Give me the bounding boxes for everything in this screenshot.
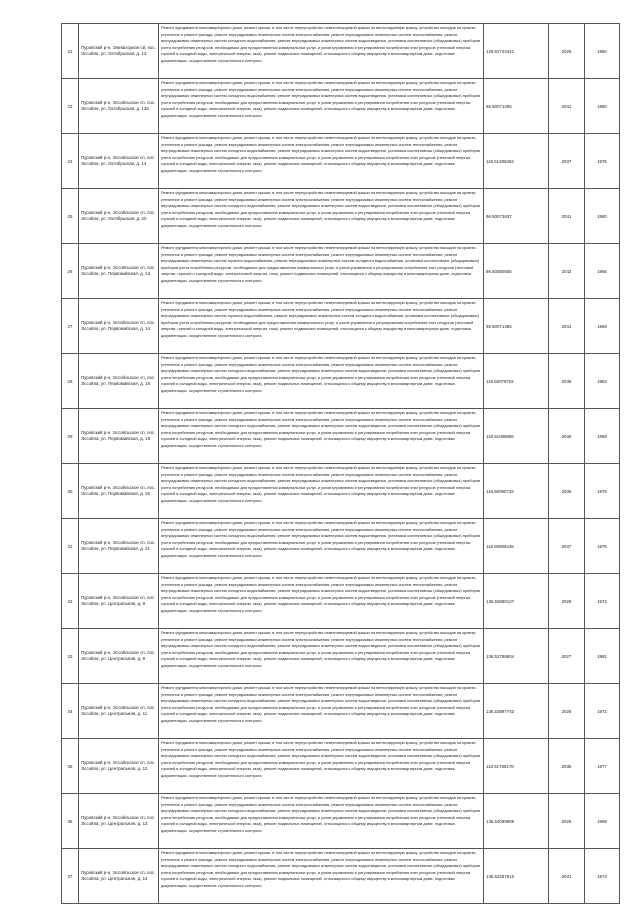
planned-year-cell: 2036: [549, 464, 585, 519]
row-number: 29: [62, 409, 79, 464]
area-cell: 118.50896445: [484, 519, 549, 574]
address-cell: Пуровский р-н, Элеваторная сй, пос. Эссойла, ул. Октябрьская, д. 13: [79, 24, 159, 79]
address-cell: Пуровский р-н, Эссойльское сп, пос. Эссойла, ул. Октябрьская, д. 13а: [79, 79, 159, 134]
capital-repair-table: [61, 23, 620, 904]
address-cell: Пуровский р-н, Эссойльское сп, пос. Эссойла, ул. Первомайская, д. 14: [79, 299, 159, 354]
works-cell: Ремонт фундамента многоквартирного дома, ремонт крыши, в том числе переустройство невентилируемой крыши на вентилируемую крышу, устройство выходов на кровлю, утепление и ремонт фасада, ремонт внутридомовых инженерных систем электроснабжения, ремонт внутридомовых инженерных систем теплоснабжения, ремонт внутридомовых инженерных систем холодного водоснабжения, ремонт внутридомовых инженерных систем водоотведения, установка коллективных (общедомовых) приборов учета потребления ресурсов, необходимых для предоставления коммунальных услуг, и узлов управления и регулирования потребления этих ресурсов (тепловой энергии, горячей и холодной воды, электрической энергии, газа), ремонт подвальных помещений, относящихся к общему имуществу в многоквартирном доме, подготовка документации, осуществление строительного контроля: [159, 134, 484, 189]
table-row: [62, 134, 620, 189]
planned-year-cell: 2031: [549, 849, 585, 904]
area-cell: 96.50073637: [484, 189, 549, 244]
built-year-cell: 1969: [585, 409, 620, 464]
row-number: 32: [62, 574, 79, 629]
row-number: 31: [62, 519, 79, 574]
planned-year-cell: 2042: [549, 244, 585, 299]
table-row: [62, 849, 620, 904]
address-cell: Пуровский р-н, Эссойльское сп, пос. Эссойла, ул. Центральная, д. 8: [79, 574, 159, 629]
built-year-cell: 1975: [585, 519, 620, 574]
works-cell: Ремонт фундамента многоквартирного дома, ремонт крыши, в том числе переустройство невентилируемой крыши на вентилируемую крышу, устройство выходов на кровлю, утепление и ремонт фасада, ремонт внутридомовых инженерных систем электроснабжения, ремонт внутридомовых инженерных систем теплоснабжения, ремонт внутридомовых инженерных систем горячего водоснабжения, ремонт внутридомовых инженерных систем холодного водоснабжения, установка коллективных (общедомовых) приборов учета потребления ресурсов, необходимых для предоставления коммунальных услуг, и узлов управления и регулирования потребления этих ресурсов (тепловой энергии, горячей и холодной воды, электрической энергии, газа), ремонт подвальных помещений, относящихся к общему имуществу в многоквартирном доме, подготовка документации, осуществление строительного контроля: [159, 299, 484, 354]
planned-year-cell: 2036: [549, 409, 585, 464]
built-year-cell: 1960: [585, 24, 620, 79]
row-number: 34: [62, 684, 79, 739]
table-body: [62, 24, 620, 904]
planned-year-cell: 2037: [549, 519, 585, 574]
row-number: 27: [62, 299, 79, 354]
row-number: 37: [62, 849, 79, 904]
address-cell: Пуровский р-н, Эссойльское сп, пос. Эссойла, ул. Центральная, д. 12: [79, 739, 159, 794]
address-cell: Пуровский р-н, Эссойльское сп, пос. Эссойла, ул. Первомайская, д. 16: [79, 354, 159, 409]
works-cell: Ремонт фундамента многоквартирного дома, ремонт крыши, в том числе переустройство невентилируемой крыши на вентилируемую крышу, устройство выходов на кровлю, утепление и ремонт фасада, ремонт внутридомовых инженерных систем электроснабжения, ремонт внутридомовых инженерных систем теплоснабжения, ремонт внутридомовых инженерных систем холодного водоснабжения, ремонт внутридомовых инженерных систем водоотведения, установка коллективных (общедомовых) приборов учета потребления ресурсов, необходимых для предоставления коммунальных услуг, и узлов управления и регулирования потребления этих ресурсов (тепловой энергии, горячей и холодной воды, электрической энергии, газа), ремонт подвальных помещений, относящихся к общему имуществу в многоквартирном доме, подготовка документации, осуществление строительного контроля: [159, 409, 484, 464]
row-number: 25: [62, 189, 79, 244]
row-number: 22: [62, 24, 79, 79]
planned-year-cell: 2026: [549, 24, 585, 79]
area-cell: 96.50071456: [484, 299, 549, 354]
built-year-cell: 1969: [585, 794, 620, 849]
works-cell: Ремонт фундамента многоквартирного дома, ремонт крыши, в том числе переустройство невентилируемой крыши на вентилируемую крышу, устройство выходов на кровлю, утепление и ремонт фасада, ремонт внутридомовых инженерных систем электроснабжения, ремонт внутридомовых инженерных систем теплоснабжения, ремонт внутридомовых инженерных систем холодного водоснабжения, ремонт внутридомовых инженерных систем водоотведения, установка коллективных (общедомовых) приборов учета потребления ресурсов, необходимых для предоставления коммунальных услуг, и узлов управления и регулирования потребления этих ресурсов (тепловой энергии, горячей и холодной воды, электрической энергии, газа), ремонт подвальных помещений, относящихся к общему имуществу в многоквартирном доме, подготовка документации, осуществление строительного контроля: [159, 849, 484, 904]
built-year-cell: 1972: [585, 684, 620, 739]
planned-year-cell: 2041: [549, 299, 585, 354]
works-cell: Ремонт фундамента многоквартирного дома, ремонт крыши, в том числе переустройство невентилируемой крыши на вентилируемую крышу, устройство выходов на кровлю, утепление и ремонт фасада, ремонт внутридомовых инженерных систем электроснабжения, ремонт внутридомовых инженерных систем теплоснабжения, ремонт внутридомовых инженерных систем холодного водоснабжения, ремонт внутридомовых инженерных систем водоотведения, установка коллективных (общедомовых) приборов учета потребления ресурсов, необходимых для предоставления коммунальных услуг, и узлов управления и регулирования потребления этих ресурсов (тепловой энергии, горячей и холодной воды, электрической энергии, газа), ремонт подвальных помещений, относящихся к общему имуществу в многоквартирном доме, подготовка документации, осуществление строительного контроля: [159, 354, 484, 409]
area-cell: 136.52287616: [484, 849, 549, 904]
planned-year-cell: 2038: [549, 354, 585, 409]
address-cell: Пуровский р-н, Эссойльское сп, пос. Эссойла, ул. Октябрьская, д. 20: [79, 189, 159, 244]
address-cell: Пуровский р-н, Эссойльское сп, пос. Эссойла, ул. Центральная, д. 13: [79, 794, 159, 849]
works-cell: Ремонт фундамента многоквартирного дома, ремонт крыши, в том числе переустройство невентилируемой крыши на вентилируемую крышу, устройство выходов на кровлю, утепление и ремонт фасада, ремонт внутридомовых инженерных систем электроснабжения, ремонт внутридомовых инженерных систем теплоснабжения, ремонт внутридомовых инженерных систем холодного водоснабжения, ремонт внутридомовых инженерных систем водоотведения, установка коллективных (общедомовых) приборов учета потребления ресурсов, необходимых для предоставления коммунальных услуг, и узлов управления и регулирования потребления этих ресурсов (тепловой энергии, горячей и холодной воды, электрической энергии, газа), ремонт подвальных помещений, относящихся к общему имуществу в многоквартирном доме, подготовка документации, осуществление строительного контроля: [159, 464, 484, 519]
built-year-cell: 1980: [585, 189, 620, 244]
built-year-cell: 1972: [585, 574, 620, 629]
area-cell: 136.54089909: [484, 794, 549, 849]
works-cell: Ремонт фундамента многоквартирного дома, ремонт крыши, в том числе переустройство невентилируемой крыши на вентилируемую крышу, устройство выходов на кровлю, утепление и ремонт фасада, ремонт внутридомовых инженерных систем электроснабжения, ремонт внутридомовых инженерных систем теплоснабжения, ремонт внутридомовых инженерных систем холодного водоснабжения, ремонт внутридомовых инженерных систем водоотведения, установка коллективных (общедомовых) приборов учета потребления ресурсов, необходимых для предоставления коммунальных услуг, и узлов управления и регулирования потребления этих ресурсов (тепловой энергии, горячей и холодной воды, электрической энергии, газа), ремонт подвальных помещений, относящихся к общему имуществу в многоквартирном доме, подготовка документации, осуществление строительного контроля: [159, 519, 484, 574]
address-cell: Пуровский р-н, Эссойльское сп, пос. Эссойла, ул. Первомайская, д. 13: [79, 244, 159, 299]
address-cell: Пуровский р-н, Эссойльское сп, пос. Эссойла, ул. Центральная, д. 11: [79, 684, 159, 739]
built-year-cell: 1969: [585, 299, 620, 354]
built-year-cell: 1973: [585, 849, 620, 904]
row-number: 26: [62, 244, 79, 299]
works-cell: Ремонт фундамента многоквартирного дома, ремонт крыши, в том числе переустройство невентилируемой крыши на вентилируемую крышу, устройство выходов на кровлю, утепление и ремонт фасада, ремонт внутридомовых инженерных систем электроснабжения, ремонт внутридомовых инженерных систем теплоснабжения, ремонт внутридомовых инженерных систем холодного водоснабжения, ремонт внутридомовых инженерных систем водоотведения, установка коллективных (общедомовых) приборов учета потребления ресурсов, необходимых для предоставления коммунальных услуг, и узлов управления и регулирования потребления этих ресурсов (тепловой энергии, горячей и холодной воды, электрической энергии, газа), ремонт подвальных помещений, относящихся к общему имуществу в многоквартирном доме, подготовка документации, осуществление строительного контроля: [159, 24, 484, 79]
address-cell: Пуровский р-н, Эссойльское сп, пос. Эссойла, ул. Первомайская, д. 21: [79, 519, 159, 574]
table-row: [62, 354, 620, 409]
row-number: 28: [62, 354, 79, 409]
address-cell: Пуровский р-н, Эссойльское сп, пос. Эссойла, ул. Первомайская, д. 19: [79, 409, 159, 464]
row-number: 23: [62, 79, 79, 134]
built-year-cell: 1977: [585, 739, 620, 794]
table-row: [62, 684, 620, 739]
planned-year-cell: 2026: [549, 574, 585, 629]
built-year-cell: 1966: [585, 244, 620, 299]
planned-year-cell: 2026: [549, 794, 585, 849]
area-cell: 136.52788604: [484, 629, 549, 684]
area-cell: 118.51789178: [484, 739, 549, 794]
area-cell: 136.50890127: [484, 574, 549, 629]
planned-year-cell: 2026: [549, 684, 585, 739]
works-cell: Ремонт фундамента многоквартирного дома, ремонт крыши, в том числе переустройство невентилируемой крыши на вентилируемую крышу, устройство выходов на кровлю, утепление и ремонт фасада, ремонт внутридомовых инженерных систем электроснабжения, ремонт внутридомовых инженерных систем теплоснабжения, ремонт внутридомовых инженерных систем холодного водоснабжения, ремонт внутридомовых инженерных систем водоотведения, установка коллективных (общедомовых) приборов учета потребления ресурсов, необходимых для предоставления коммунальных услуг, и узлов управления и регулирования потребления этих ресурсов (тепловой энергии, горячей и холодной воды, электрической энергии, газа), ремонт подвальных помещений, относящихся к общему имуществу в многоквартирном доме, подготовка документации, осуществление строительного контроля: [159, 684, 484, 739]
built-year-cell: 1980: [585, 79, 620, 134]
table-row: [62, 629, 620, 684]
works-cell: Ремонт фундамента многоквартирного дома, ремонт крыши, в том числе переустройство невентилируемой крыши на вентилируемую крышу, устройство выходов на кровлю, утепление и ремонт фасада, ремонт внутридомовых инженерных систем электроснабжения, ремонт внутридомовых инженерных систем теплоснабжения, ремонт внутридомовых инженерных систем холодного водоснабжения, ремонт внутридомовых инженерных систем водоотведения, установка коллективных (общедомовых) приборов учета потребления ресурсов, необходимых для предоставления коммунальных услуг, и узлов управления и регулирования потребления этих ресурсов (тепловой энергии, горячей и холодной воды, электрической энергии, газа), ремонт подвальных помещений, относящихся к общему имуществу в многоквартирном доме, подготовка документации, осуществление строительного контроля: [159, 629, 484, 684]
address-cell: Пуровский р-н, Эссойльское сп, пос. Эссойла, ул. Первомайская, д. 20: [79, 464, 159, 519]
planned-year-cell: 2035: [549, 739, 585, 794]
area-cell: 118.51286463: [484, 134, 549, 189]
row-number: 35: [62, 739, 79, 794]
table-row: [62, 24, 620, 79]
works-cell: Ремонт фундамента многоквартирного дома, ремонт крыши, в том числе переустройство невентилируемой крыши на вентилируемую крышу, устройство выходов на кровлю, утепление и ремонт фасада, ремонт внутридомовых инженерных систем электроснабжения, ремонт внутридомовых инженерных систем теплоснабжения, ремонт внутридомовых инженерных систем холодного водоснабжения, ремонт внутридомовых инженерных систем водоотведения, установка коллективных (общедомовых) приборов учета потребления ресурсов, необходимых для предоставления коммунальных услуг, и узлов управления и регулирования потребления этих ресурсов (тепловой энергии, горячей и холодной воды, электрической энергии, газа), ремонт подвальных помещений, относящихся к общему имуществу в многоквартирном доме, подготовка документации, осуществление строительного контроля: [159, 189, 484, 244]
table-row: [62, 519, 620, 574]
table-row: [62, 189, 620, 244]
area-cell: 96.50071405: [484, 79, 549, 134]
planned-year-cell: 2041: [549, 79, 585, 134]
planned-year-cell: 2041: [549, 189, 585, 244]
address-cell: Пуровский р-н, Эссойльское сп, пос. Эссойла, ул. Октябрьская, д. 14: [79, 134, 159, 189]
row-number: 24: [62, 134, 79, 189]
table-row: [62, 464, 620, 519]
table-row: [62, 794, 620, 849]
planned-year-cell: 2027: [549, 629, 585, 684]
table-row: [62, 244, 620, 299]
area-cell: 96.50050656: [484, 244, 549, 299]
works-cell: Ремонт фундамента многоквартирного дома, ремонт крыши, в том числе переустройство невентилируемой крыши на вентилируемую крышу, устройство выходов на кровлю, утепление и ремонт фасада, ремонт внутридомовых инженерных систем электроснабжения, ремонт внутридомовых инженерных систем теплоснабжения, ремонт внутридомовых инженерных систем холодного водоснабжения, ремонт внутридомовых инженерных систем водоотведения, установка коллективных (общедомовых) приборов учета потребления ресурсов, необходимых для предоставления коммунальных услуг, и узлов управления и регулирования потребления этих ресурсов (тепловой энергии, горячей и холодной воды, электрической энергии, газа), ремонт подвальных помещений, относящихся к общему имуществу в многоквартирном доме, подготовка документации, осуществление строительного контроля: [159, 79, 484, 134]
row-number: 36: [62, 794, 79, 849]
works-cell: Ремонт фундамента многоквартирного дома, ремонт крыши, в том числе переустройство невентилируемой крыши на вентилируемую крышу, устройство выходов на кровлю, утепление и ремонт фасада, ремонт внутридомовых инженерных систем электроснабжения, ремонт внутридомовых инженерных систем теплоснабжения, ремонт внутридомовых инженерных систем холодного водоснабжения, ремонт внутридомовых инженерных систем водоотведения, установка коллективных (общедомовых) приборов учета потребления ресурсов, необходимых для предоставления коммунальных услуг, и узлов управления и регулирования потребления этих ресурсов (тепловой энергии, горячей и холодной воды, электрической энергии, газа), ремонт подвальных помещений, относящихся к общему имуществу в многоквартирном доме, подготовка документации, осуществление строительного контроля: [159, 794, 484, 849]
table-row: [62, 79, 620, 134]
area-cell: 118.50079702: [484, 354, 549, 409]
area-cell: 136.53897743: [484, 684, 549, 739]
built-year-cell: 1963: [585, 354, 620, 409]
table-row: [62, 409, 620, 464]
table-row: [62, 739, 620, 794]
address-cell: Пуровский р-н, Эссойльское сп, пос. Эссойла, ул. Центральная, д. 14: [79, 849, 159, 904]
works-cell: Ремонт фундамента многоквартирного дома, ремонт крыши, в том числе переустройство невентилируемой крыши на вентилируемую крышу, устройство выходов на кровлю, утепление и ремонт фасада, ремонт внутридомовых инженерных систем электроснабжения, ремонт внутридомовых инженерных систем теплоснабжения, ремонт внутридомовых инженерных систем горячего водоснабжения, ремонт внутридомовых инженерных систем холодного водоснабжения, установка коллективных (общедомовых) приборов учета потребления ресурсов, необходимых для предоставления коммунальных услуг, и узлов управления и регулирования потребления этих ресурсов (тепловой энергии, горячей и холодной воды, электрической энергии, газа), ремонт подвальных помещений, относящихся к общему имуществу в многоквартирном доме, подготовка документации, осуществление строительного контроля: [159, 244, 484, 299]
area-cell: 118.50090733: [484, 464, 549, 519]
row-number: 30: [62, 464, 79, 519]
address-cell: Пуровский р-н, Эссойльское сп, пос. Эссойла, ул. Центральная, д. 9: [79, 629, 159, 684]
area-cell: 118.51086856: [484, 409, 549, 464]
built-year-cell: 1976: [585, 134, 620, 189]
area-cell: 129.52744421: [484, 24, 549, 79]
works-cell: Ремонт фундамента многоквартирного дома, ремонт крыши, в том числе переустройство невентилируемой крыши на вентилируемую крышу, устройство выходов на кровлю, утепление и ремонт фасада, ремонт внутридомовых инженерных систем электроснабжения, ремонт внутридомовых инженерных систем теплоснабжения, ремонт внутридомовых инженерных систем холодного водоснабжения, ремонт внутридомовых инженерных систем водоотведения, установка коллективных (общедомовых) приборов учета потребления ресурсов, необходимых для предоставления коммунальных услуг, и узлов управления и регулирования потребления этих ресурсов (тепловой энергии, горячей и холодной воды, электрической энергии, газа), ремонт подвальных помещений, относящихся к общему имуществу в многоквартирном доме, подготовка документации, осуществление строительного контроля: [159, 574, 484, 629]
table-row: [62, 299, 620, 354]
row-number: 33: [62, 629, 79, 684]
table-row: [62, 574, 620, 629]
planned-year-cell: 2037: [549, 134, 585, 189]
works-cell: Ремонт фундамента многоквартирного дома, ремонт крыши, в том числе переустройство невентилируемой крыши на вентилируемую крышу, устройство выходов на кровлю, утепление и ремонт фасада, ремонт внутридомовых инженерных систем электроснабжения, ремонт внутридомовых инженерных систем теплоснабжения, ремонт внутридомовых инженерных систем холодного водоснабжения, ремонт внутридомовых инженерных систем водоотведения, установка коллективных (общедомовых) приборов учета потребления ресурсов, необходимых для предоставления коммунальных услуг, и узлов управления и регулирования потребления этих ресурсов (тепловой энергии, горячей и холодной воды, электрической энергии, газа), ремонт подвальных помещений, относящихся к общему имуществу в многоквартирном доме, подготовка документации, осуществление строительного контроля: [159, 739, 484, 794]
built-year-cell: 1981: [585, 629, 620, 684]
built-year-cell: 1975: [585, 464, 620, 519]
